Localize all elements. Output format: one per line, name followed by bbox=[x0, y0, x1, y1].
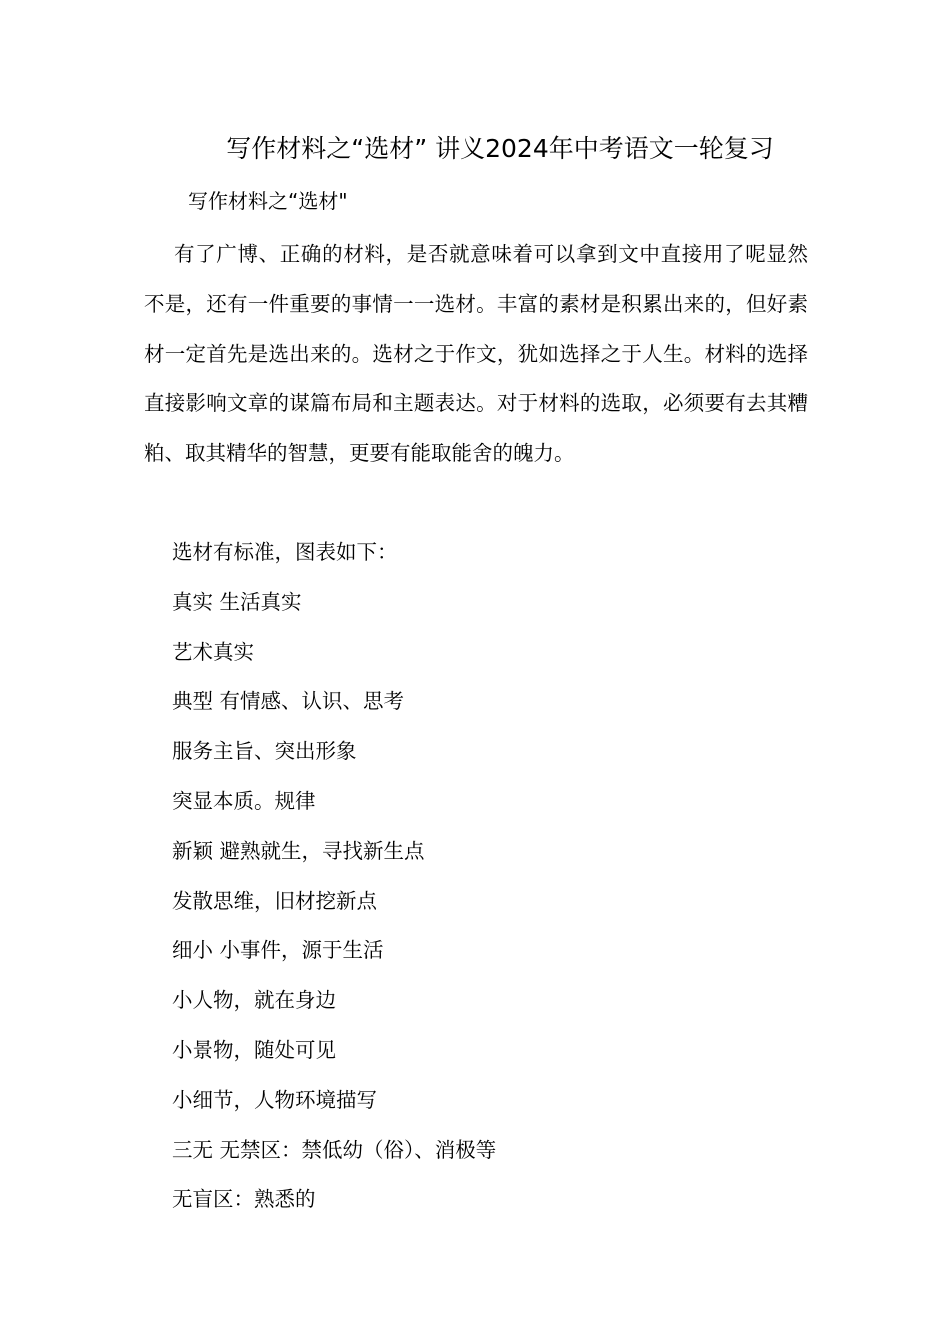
list-item: 三无 无禁区：禁低幼（俗）、消极等 bbox=[172, 1137, 497, 1162]
document-subtitle: 写作材料之“选材" bbox=[188, 189, 348, 213]
list-item: 典型 有情感、认识、思考 bbox=[172, 689, 405, 714]
intro-paragraph: 有了广博、正确的材料，是否就意味着可以拿到文中直接用了呢显然不是，还有一件重要的事情一一选材。丰富的素材是积累出来的，但好素材一定首先是选出来的。选材之于作文，犹如选择之于人生。材料的选择直接影响文章的谋篇布局和主题表达。对于材料的选取，必须要有去其糟粕、取其精华的智慧，更要有能取能舍的魄力。 bbox=[144, 242, 808, 466]
list-item: 无盲区：熟悉的 bbox=[172, 1187, 316, 1212]
list-item: 突显本质。规律 bbox=[172, 788, 316, 813]
list-item: 小景物，随处可见 bbox=[172, 1037, 336, 1062]
list-item: 真实 生活真实 bbox=[172, 589, 302, 614]
list-item: 新颖 避熟就生，寻找新生点 bbox=[172, 838, 425, 863]
list-item: 服务主旨、突出形象 bbox=[172, 739, 357, 764]
list-item: 选材有标准，图表如下： bbox=[172, 540, 398, 564]
list-item: 小人物，就在身边 bbox=[172, 988, 336, 1013]
list-item: 发散思维，旧材挖新点 bbox=[172, 888, 377, 913]
document-title: 写作材料之“选材” 讲义2024年中考语文一轮复习 bbox=[226, 134, 774, 163]
criteria-list bbox=[172, 528, 496, 1225]
list-item: 小细节，人物环境描写 bbox=[172, 1087, 377, 1112]
list-item: 细小 小事件，源于生活 bbox=[172, 938, 384, 963]
list-item: 艺术真实 bbox=[172, 639, 254, 664]
